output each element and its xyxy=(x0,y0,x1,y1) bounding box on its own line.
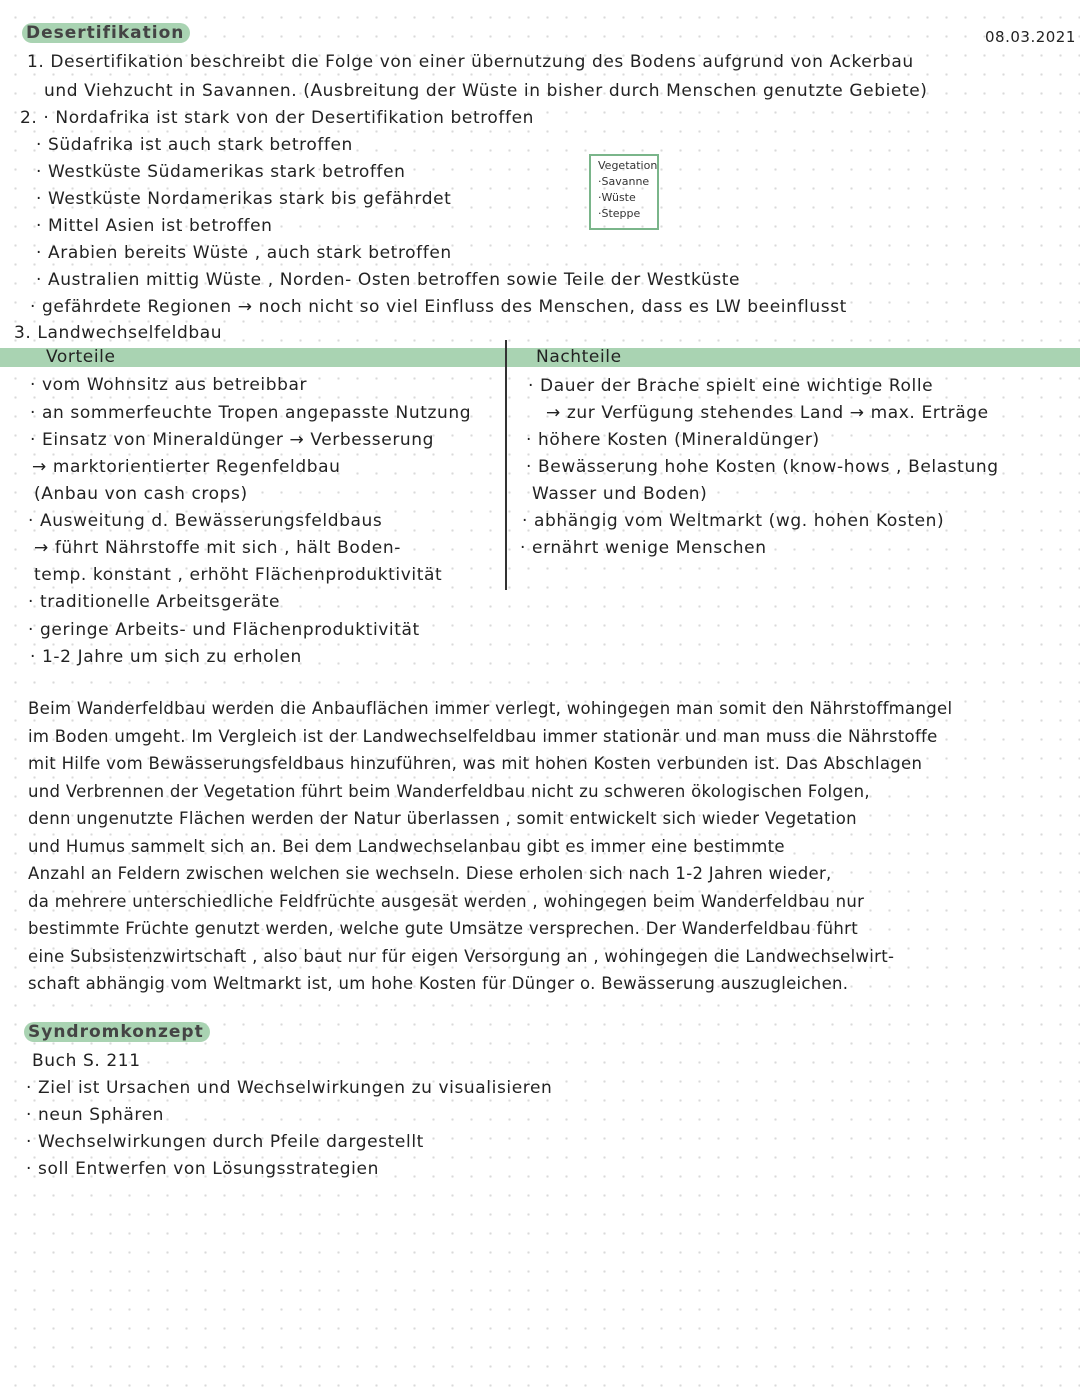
vorteil-item: temp. konstant , erhöht Flächenproduktivität xyxy=(34,565,443,585)
paragraph-line: und Verbrennen der Vegetation führt beim Wanderfeldbau nicht zu schweren ökologischen Folgen, xyxy=(28,781,870,801)
legend-item: ·Savanne xyxy=(598,175,650,188)
section2-item: · Südafrika ist auch stark betroffen xyxy=(36,135,353,155)
paragraph-line: da mehrere unterschiedliche Feldfrüchte ausgesät werden , wohingegen beim Wanderfeldbau nur xyxy=(28,891,865,911)
section3-heading: 3. Landwechselfeldbau xyxy=(14,323,223,343)
vorteil-item: (Anbau von cash crops) xyxy=(34,484,248,504)
vorteil-item: · geringe Arbeits- und Flächenproduktivität xyxy=(28,620,420,640)
vegetation-legend xyxy=(589,154,659,230)
nachteil-item: · Dauer der Brache spielt eine wichtige Rolle xyxy=(528,376,934,396)
nachteil-item: Wasser und Boden) xyxy=(532,484,708,504)
paragraph-line: denn ungenutzte Flächen werden der Natur überlassen , somit entwickelt sich wieder Vegetation xyxy=(28,809,857,828)
date: 08.03.2021 xyxy=(985,28,1076,46)
vorteil-item: · an sommerfeuchte Tropen angepasste Nutzung xyxy=(30,403,472,423)
nachteil-item: · höhere Kosten (Mineraldünger) xyxy=(526,430,820,450)
section2-item: · Arabien bereits Wüste , auch stark betroffen xyxy=(36,243,452,263)
paragraph-line: im Boden umgeht. Im Vergleich ist der Landwechselfeldbau immer stationär und man muss die Nährstoffe xyxy=(28,726,938,746)
syndrom-heading xyxy=(24,1021,210,1043)
section2-item: · gefährdete Regionen → noch nicht so viel Einfluss des Menschen, dass es LW beeinflusst xyxy=(30,297,847,317)
vorteil-item: · 1-2 Jahre um sich zu erholen xyxy=(30,647,302,667)
section2-heading: 2. · Nordafrika ist stark von der Desertifikation betroffen xyxy=(20,108,535,128)
vorteil-item: · Ausweitung d. Bewässerungsfeldbaus xyxy=(28,511,383,531)
syndrom-item: · Wechselwirkungen durch Pfeile dargestellt xyxy=(26,1132,424,1152)
syndrom-item: · Ziel ist Ursachen und Wechselwirkungen zu visualisieren xyxy=(26,1078,553,1098)
nachteil-item: · Bewässerung hohe Kosten (know-hows , Belastung xyxy=(526,457,999,477)
vorteil-item: · vom Wohnsitz aus betreibbar xyxy=(30,375,308,395)
syndrom-item: Buch S. 211 xyxy=(32,1051,141,1071)
intro-line-1: 1. Desertifikation beschreibt die Folge von einer übernutzung des Bodens aufgrund von Ackerbau xyxy=(27,52,914,72)
paragraph-line: schaft abhängig vom Weltmarkt ist, um hohe Kosten für Dünger o. Bewässerung auszugleichen. xyxy=(28,974,849,993)
syndrom-item: · soll Entwerfen von Lösungsstrategien xyxy=(26,1159,379,1179)
syndrom-title-highlight: Syndromkonzept xyxy=(24,1022,210,1042)
intro-line-2: und Viehzucht in Savannen. (Ausbreitung der Wüste in bisher durch Menschen genutzte Gebiete) xyxy=(44,81,928,101)
paragraph-line: eine Subsistenzwirtschaft , also baut nur für eigen Versorgung an , wohingegen die Landwechselwirt- xyxy=(28,946,895,966)
paragraph-line: und Humus sammelt sich an. Bei dem Landwechselanbau gibt es immer eine bestimmte xyxy=(28,836,785,856)
paragraph-line: mit Hilfe vom Bewässerungsfeldbaus hinzuführen, was mit hohen Kosten verbunden ist. Das Abschlagen xyxy=(28,754,923,773)
section2-item: · Westküste Nordamerikas stark bis gefährdet xyxy=(36,189,452,209)
nachteile-heading: Nachteile xyxy=(536,347,622,367)
legend-item: ·Wüste xyxy=(598,191,636,204)
section2-item: · Australien mittig Wüste , Norden- Osten betroffen sowie Teile der Westküste xyxy=(36,270,741,290)
vorteil-item: → führt Nährstoffe mit sich , hält Boden- xyxy=(34,538,401,558)
legend-item: ·Steppe xyxy=(598,207,641,220)
paragraph-line: bestimmte Früchte genutzt werden, welche gute Umsätze versprechen. Der Wanderfeldbau führt xyxy=(28,919,859,938)
vorteil-item: · Einsatz von Mineraldünger → Verbesserung xyxy=(30,430,435,450)
section2-item: · Westküste Südamerikas stark betroffen xyxy=(36,162,406,182)
nachteil-item: · ernährt wenige Menschen xyxy=(520,538,767,558)
vorteil-item: · traditionelle Arbeitsgeräte xyxy=(28,592,281,612)
page-title xyxy=(22,22,190,44)
paragraph-line: Anzahl an Feldern zwischen welchen sie wechseln. Diese erholen sich nach 1-2 Jahren wieder, xyxy=(28,864,832,883)
table-divider xyxy=(505,340,507,590)
title-highlight: Desertifikation xyxy=(22,23,190,43)
nachteil-item: → zur Verfügung stehendes Land → max. Erträge xyxy=(546,403,989,423)
syndrom-item: · neun Sphären xyxy=(26,1105,165,1125)
vorteil-item: → marktorientierter Regenfeldbau xyxy=(32,457,341,477)
section2-item: · Mittel Asien ist betroffen xyxy=(36,216,273,236)
vorteile-heading: Vorteile xyxy=(46,347,116,367)
nachteil-item: · abhängig vom Weltmarkt (wg. hohen Kosten) xyxy=(522,511,945,531)
summary-paragraph xyxy=(28,695,1074,998)
legend-title: Vegetation xyxy=(598,159,658,172)
paragraph-line: Beim Wanderfeldbau werden die Anbauflächen immer verlegt, wohingegen man somit den Nährstoffmangel xyxy=(28,699,953,718)
